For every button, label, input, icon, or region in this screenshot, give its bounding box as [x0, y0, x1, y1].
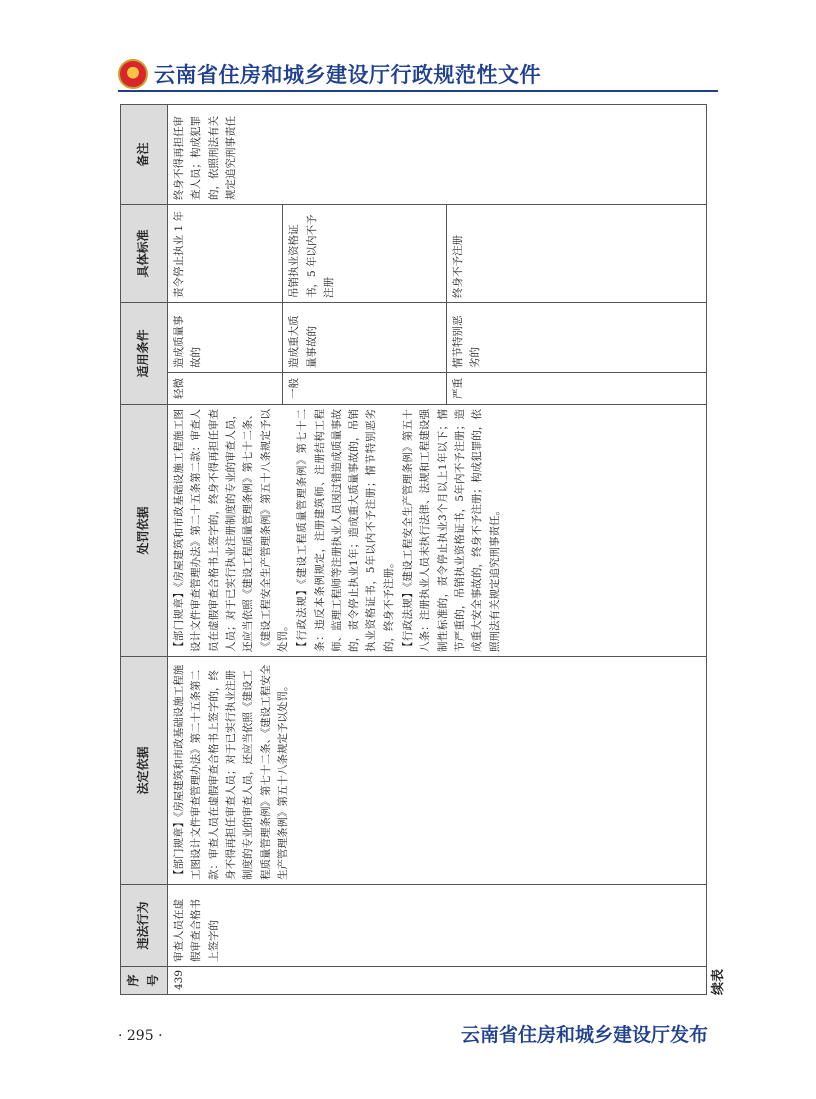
- level-general: 一般: [283, 373, 447, 405]
- header-seq: 序号: [121, 967, 168, 995]
- national-emblem-icon: [118, 59, 148, 89]
- standard-general: 吊销执业资格证书，5 年以内不予注册: [283, 204, 447, 302]
- cell-violation: 审查人员在虚假审查合格书上签字的: [168, 885, 707, 967]
- table-header-row: [121, 104, 168, 994]
- continued-table-label: 续表: [711, 968, 726, 995]
- standard-severe: 终身不予注册: [447, 204, 707, 302]
- document-header: [118, 54, 541, 94]
- level-severe: 严重: [447, 373, 707, 405]
- table-area: [120, 105, 726, 995]
- penalty-paragraph: 【行政法规】《建设工程安全生产管理条例》第五十八条：注册执业人员未执行法律、法规和工程建设强制性标准的，责令停止执业3个月以上1年以下；情节严重的，吊销执业资格证书，5年内不予注册；造成重大安全事故的，终身不予注册；构成犯罪的，依照刑法有关规定追究刑事责任。: [402, 409, 501, 652]
- header-conditions: 适用条件: [121, 302, 168, 404]
- condition-general: 造成重大质量事故的: [283, 302, 447, 372]
- penalty-paragraph: 【行政法规】《建设工程质量管理条例》第七十二条：违反本条例规定，注册建筑师、注册结构工程师、监理工程师等注册执业人员因过错造成质量事故的，责令停止执业1年；造成重大质量事故的，吊销执业资格证书，5年以内不予注册；情节特别恶劣的，终身不予注册。: [296, 409, 395, 652]
- condition-light: 造成质量事故的: [168, 302, 283, 372]
- cell-penalty-basis: [168, 405, 707, 657]
- penalty-standard-table: [120, 104, 707, 995]
- page-number: · 295 ·: [118, 1028, 163, 1044]
- standard-light: 责令停止执业 1 年: [168, 204, 283, 302]
- cell-legal-basis: 【部门规章】《房屋建筑和市政基础设施工程施工图设计文件审查管理办法》第二十五条第二款：审查人员在虚假审查合格书上签字的，终身不得再担任审查人员；对于已实行执业注册制度的专业的审查人员，还应当依照《建设工程质量管理条例》第七十二条、《建设工程安全生产管理条例》第五十八条规定予以处罚。: [168, 657, 707, 885]
- cell-remarks: 终身不得再担任审查人员；构成犯罪的，依照刑法有关规定追究刑事责任: [168, 104, 707, 204]
- header-divider: [118, 90, 718, 92]
- header-standard: 具体标准: [121, 204, 168, 302]
- header-legal-basis: 法定依据: [121, 657, 168, 885]
- header-violation: 违法行为: [121, 885, 168, 967]
- penalty-paragraph: 【部门规章】《房屋建筑和市政基础设施工程施工图设计文件审查管理办法》第二十五条第二款：审查人员在虚假审查合格书上签字的，终身不得再担任审查人员；对于已实行执业注册制度的专业的审查人员，还应当依照《建设工程质量管理条例》第七十二条、《建设工程安全生产管理条例》第五十八条规定予以处罚。: [173, 409, 289, 652]
- publisher-label: 云南省住房和城乡建设厅发布: [460, 1024, 708, 1046]
- rotated-table-container: [120, 105, 726, 995]
- level-light: 轻微: [168, 373, 283, 405]
- document-header-title: 云南省住房和城乡建设厅行政规范性文件: [154, 63, 541, 87]
- table-row: [168, 104, 283, 994]
- header-penalty-basis: 处罚依据: [121, 405, 168, 657]
- header-remarks: 备注: [121, 104, 168, 204]
- cell-seq: 439: [168, 967, 707, 995]
- condition-severe: 情节特别恶劣的: [447, 302, 707, 372]
